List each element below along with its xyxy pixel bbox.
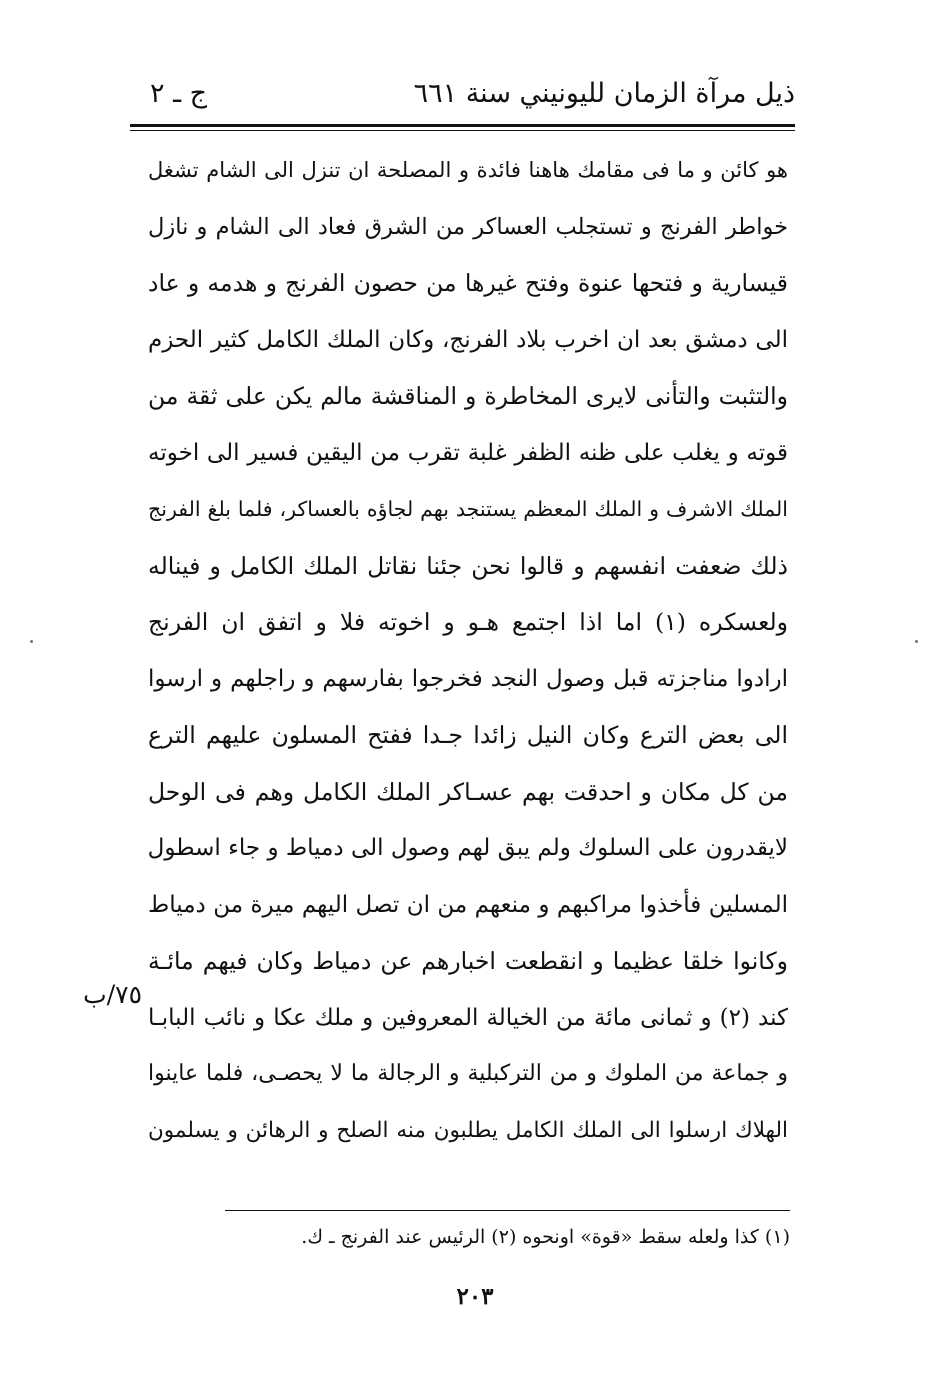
- text-line: من كل مكان و احدقت بهم عسـاكر الملك الكامل وهم فى الوحل: [148, 777, 788, 806]
- text-line: المسلين فأخذوا مراكبهم و منعهم من ان تصل اليهم ميرة من دمياط: [148, 891, 788, 918]
- header-rule-thick: [130, 124, 795, 127]
- main-text: [148, 142, 788, 1159]
- text-line: خواطر الفرنج و تستجلب العساكر من الشرق فعاد الى الشام و نازل: [148, 213, 788, 240]
- running-title: ذيل مرآة الزمان لليونيني سنة ٦٦١: [413, 78, 795, 109]
- text-line: و جماعة من الملوك و من التركبلية و الرجالة ما لا يحصـى، فلما عاينوا: [148, 1061, 788, 1086]
- text-line: هو كائن و ما فى مقامك هاهنا فائدة و المصلحة ان تنزل الى الشام تشغل: [148, 158, 788, 182]
- text-line: ولعسكره (١) اما اذا اجتمع هـو و اخوته فلا و اتفق ان الفرنج: [148, 608, 788, 636]
- text-line: ذلك ضعفت انفسهم و قالوا نحن جئنا نقاتل الملك الكامل و فيناله: [148, 551, 788, 580]
- scan-speck: [30, 640, 33, 643]
- text-line: والتثبت والتأنى لايرى المخاطرة و المناقشة مالم يكن على ثقة من: [148, 382, 788, 410]
- volume-number: ج ـ ٢: [150, 78, 208, 109]
- text-line: الهلاك ارسلوا الى الملك الكامل يطلبون منه الصلح و الرهائن و يسلمون: [148, 1117, 788, 1143]
- text-line: كند (٢) و ثمانى مائة من الخيالة المعروفين و ملك عكا و نائب البابـا: [148, 1004, 788, 1031]
- text-line: قيسارية و فتحها عنوة وفتح غيرها من حصون الفرنج و هدمه و عاد: [148, 269, 788, 297]
- text-line: ارادوا مناجزته قبل وصول النجد فخرجوا بفارسهم و راجلهم و ارسوا: [148, 665, 788, 692]
- header-rule-thin: [130, 130, 795, 131]
- text-line: الى بعض الترع وكان النيل زائدا جـدا ففتح المسلون عليهم الترع: [148, 721, 788, 749]
- footnote-rule: [225, 1210, 790, 1211]
- text-line: قوته و يغلب على ظنه الظفر غلبة تقرب من اليقين فسير الى اخوته: [148, 439, 788, 466]
- text-line: الملك الاشرف و الملك المعظم يستنجد بهم لجاؤه بالعساكر، فلما بلغ الفرنج: [148, 497, 788, 521]
- text-line: لايقدرون على السلوك ولم يبق لهم وصول الى دمياط و جاء اسطول: [148, 835, 788, 861]
- page-number: ٢٠٣: [456, 1283, 494, 1310]
- footnote: (١) كذا ولعله سقط «قوة» اونحوه (٢) الرئيس عند الفرنج ـ ك.: [301, 1226, 790, 1248]
- text-line: وكانوا خلقا عظيما و انقطعت اخبارهم عن دمياط وكان فيهم مائـة: [148, 947, 788, 975]
- page-header: [150, 78, 795, 118]
- manuscript-folio-note: ٧٥/ب: [83, 980, 142, 1009]
- text-line: الى دمشق بعد ان اخرب بلاد الفرنج، وكان الملك الكامل كثير الحزم: [148, 326, 788, 353]
- scan-speck: [915, 640, 918, 643]
